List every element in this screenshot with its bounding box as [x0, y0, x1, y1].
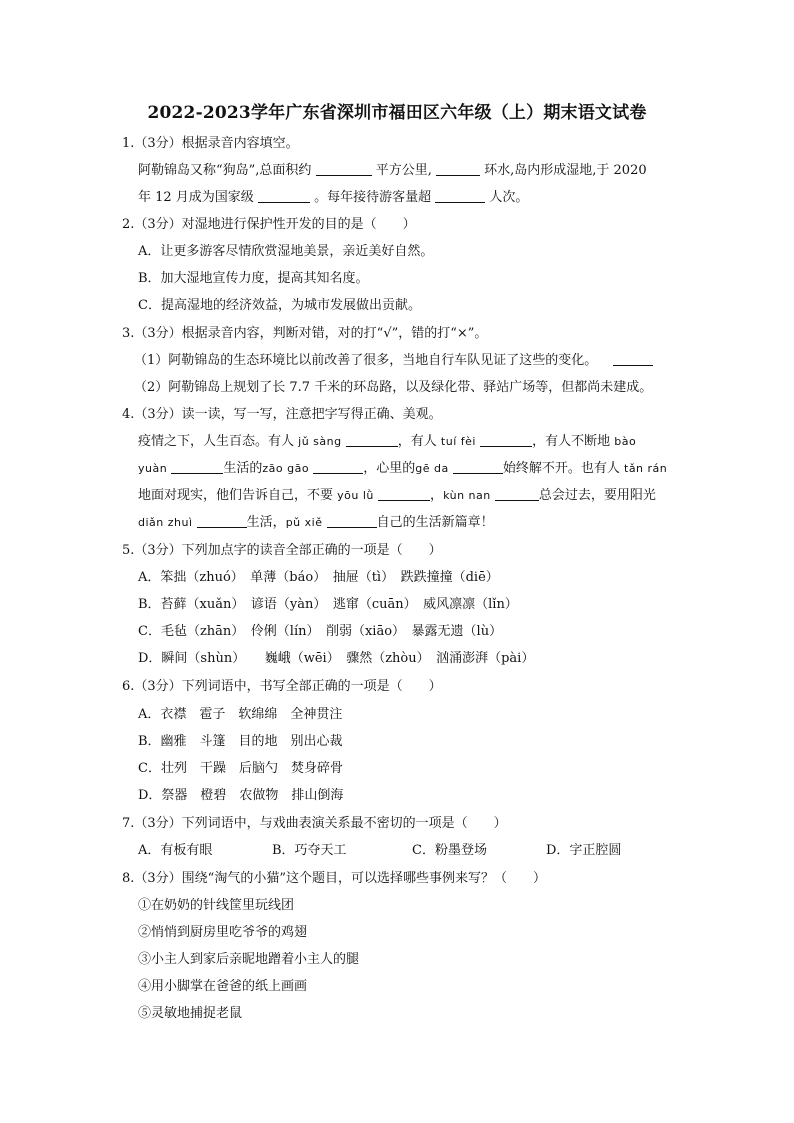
- q4-text: ，: [430, 488, 444, 503]
- pinyin: diǎn zhuì: [138, 516, 193, 529]
- q7-option-d: D．字正腔圆: [546, 843, 622, 858]
- pinyin: tuí fèi: [440, 435, 476, 448]
- blank[interactable]: [495, 487, 539, 501]
- q8-item-2: ②悄悄到厨房里吃爷爷的鸡翅: [138, 925, 308, 940]
- blank[interactable]: [313, 460, 363, 474]
- blank[interactable]: [436, 162, 480, 176]
- q2-option-b: B．加大湿地宣传力度，提高其知名度。: [138, 271, 369, 286]
- q8-item-4: ④用小脚掌在爸爸的纸上画画: [138, 979, 308, 994]
- q1-line2: [138, 189, 528, 207]
- q3-statement-2: （2）阿勒锦岛上规划了长 7.7 千米的环岛路，以及绿化带、驿站广场等，但都尚未建成。: [134, 380, 653, 395]
- q1-heading: 1.（3分）根据录音内容填空。: [122, 136, 299, 151]
- q8-heading: 8.（3分）围绕“淘气的小猫”这个题目，可以选择哪些事例来写？（ ）: [122, 871, 546, 886]
- pinyin: yuàn: [138, 462, 168, 475]
- q7-option-c: C．粉墨登场: [412, 843, 487, 858]
- q4-line4: [138, 514, 494, 532]
- q4-text: 总会过去，要用阳光: [538, 488, 656, 503]
- pinyin: tǎn rán: [624, 462, 668, 475]
- q4-line2: [138, 460, 667, 478]
- q4-text: 生活，: [246, 515, 286, 530]
- pinyin: bào: [614, 435, 637, 448]
- q4-text: 自己的生活新篇章！: [376, 515, 494, 530]
- q8-item-3: ③小主人到家后亲昵地蹭着小主人的腿: [138, 952, 360, 967]
- q7-heading: 7.（3分）下列词语中，与戏曲表演关系最不密切的一项是（ ）: [122, 816, 507, 831]
- blank[interactable]: [258, 189, 310, 203]
- answer-blank[interactable]: [613, 352, 653, 366]
- q2-option-c: C．提高湿地的经济效益，为城市发展做出贡献。: [138, 298, 421, 313]
- q4-text: 地面对现实，他们告诉自己，不要: [138, 488, 334, 503]
- q2-heading: 2.（3分）对湿地进行保护性开发的目的是（ ）: [122, 217, 416, 232]
- blank[interactable]: [327, 514, 377, 528]
- blank[interactable]: [171, 460, 223, 474]
- pinyin: zāo gāo: [262, 462, 310, 475]
- q4-heading: 4.（3分）读一读，写一写，注意把字写得正确、美观。: [122, 407, 442, 422]
- q6-heading: 6.（3分）下列词语中，书写全部正确的一项是（ ）: [122, 679, 442, 694]
- q4-text: ，有人不断地: [532, 434, 611, 449]
- blank[interactable]: [453, 460, 503, 474]
- q5-option-b: B．苔藓（xuǎn） 谚语（yàn） 逃窜（cuān） 威风凛凛（lǐn）: [138, 597, 518, 612]
- q5-option-a: A．笨拙（zhuó） 单薄（báo） 抽屉（tì） 跌跌撞撞（diē）: [138, 570, 499, 585]
- blank[interactable]: [197, 514, 247, 528]
- blank[interactable]: [316, 162, 372, 176]
- q7-option-b: B．巧夺天工: [272, 843, 347, 858]
- q4-text: ，心里的: [363, 461, 416, 476]
- q6-option-c: C．壮列 干躁 后脑勺 焚身碎骨: [138, 761, 343, 776]
- pinyin: gē da: [415, 462, 449, 475]
- q4-line3: [138, 487, 656, 505]
- q4-text: 始终解不开。也有人: [502, 461, 620, 476]
- q1-line1: [138, 162, 647, 180]
- q1-text: 人次。: [489, 190, 529, 205]
- q5-heading: 5.（3分）下列加点字的读音全部正确的一项是（ ）: [122, 543, 442, 558]
- q3-text: （1）阿勒锦岛的生态环境比以前改善了很多，当地自行车队见证了这些的变化。: [134, 353, 598, 368]
- q5-option-c: C．毛毡（zhān） 伶俐（lín） 削弱（xiāo） 暴露无遗（lù）: [138, 624, 503, 639]
- q1-text: 。每年接待游客量超: [314, 190, 432, 205]
- q3-heading: 3.（3分）根据录音内容，判断对错，对的打“√”，错的打“×”。: [122, 326, 488, 341]
- q1-text: 平方公里,: [375, 163, 432, 178]
- q4-line1: [138, 433, 636, 451]
- q7-option-a: A．有板有眼: [138, 843, 213, 858]
- pinyin: yōu lǜ: [337, 489, 374, 502]
- q4-text: 疫情之下，人生百态。有人: [138, 434, 295, 449]
- blank[interactable]: [480, 433, 532, 447]
- q1-text: 环水,岛内形成湿地,于 2020: [484, 163, 647, 178]
- page-title: 2022-2023学年广东省深圳市福田区六年级（上）期末语文试卷: [147, 103, 647, 123]
- blank[interactable]: [346, 433, 398, 447]
- q1-text: 阿勒锦岛又称“狗岛”,总面积约: [138, 163, 312, 178]
- q6-option-a: A．衣襟 雹子 软绵绵 全神贯注: [138, 707, 343, 722]
- pinyin: jǔ sàng: [298, 435, 342, 448]
- q3-statement-1: [134, 352, 653, 370]
- q1-text: 年 12 月成为国家级: [138, 190, 254, 205]
- q4-text: ，有人: [397, 434, 437, 449]
- q2-option-a: A．让更多游客尽情欣赏湿地美景，亲近美好自然。: [138, 244, 434, 259]
- q6-option-d: D．祭器 橙碧 农做物 排山倒海: [138, 788, 344, 803]
- blank[interactable]: [435, 189, 485, 203]
- q8-item-1: ①在奶奶的针线筐里玩线团: [138, 898, 295, 913]
- q8-item-5: ⑤灵敏地捕捉老鼠: [138, 1006, 243, 1021]
- q5-option-d: D．瞬间（shùn） 巍峨（wēi） 骤然（zhòu） 汹涌澎湃（pài）: [138, 651, 535, 666]
- pinyin: pǔ xiě: [285, 516, 323, 529]
- blank[interactable]: [378, 487, 430, 501]
- q4-text: 生活的: [223, 461, 263, 476]
- pinyin: kùn nan: [443, 489, 491, 502]
- q6-option-b: B．幽雅 斗篷 目的地 别出心裁: [138, 734, 343, 749]
